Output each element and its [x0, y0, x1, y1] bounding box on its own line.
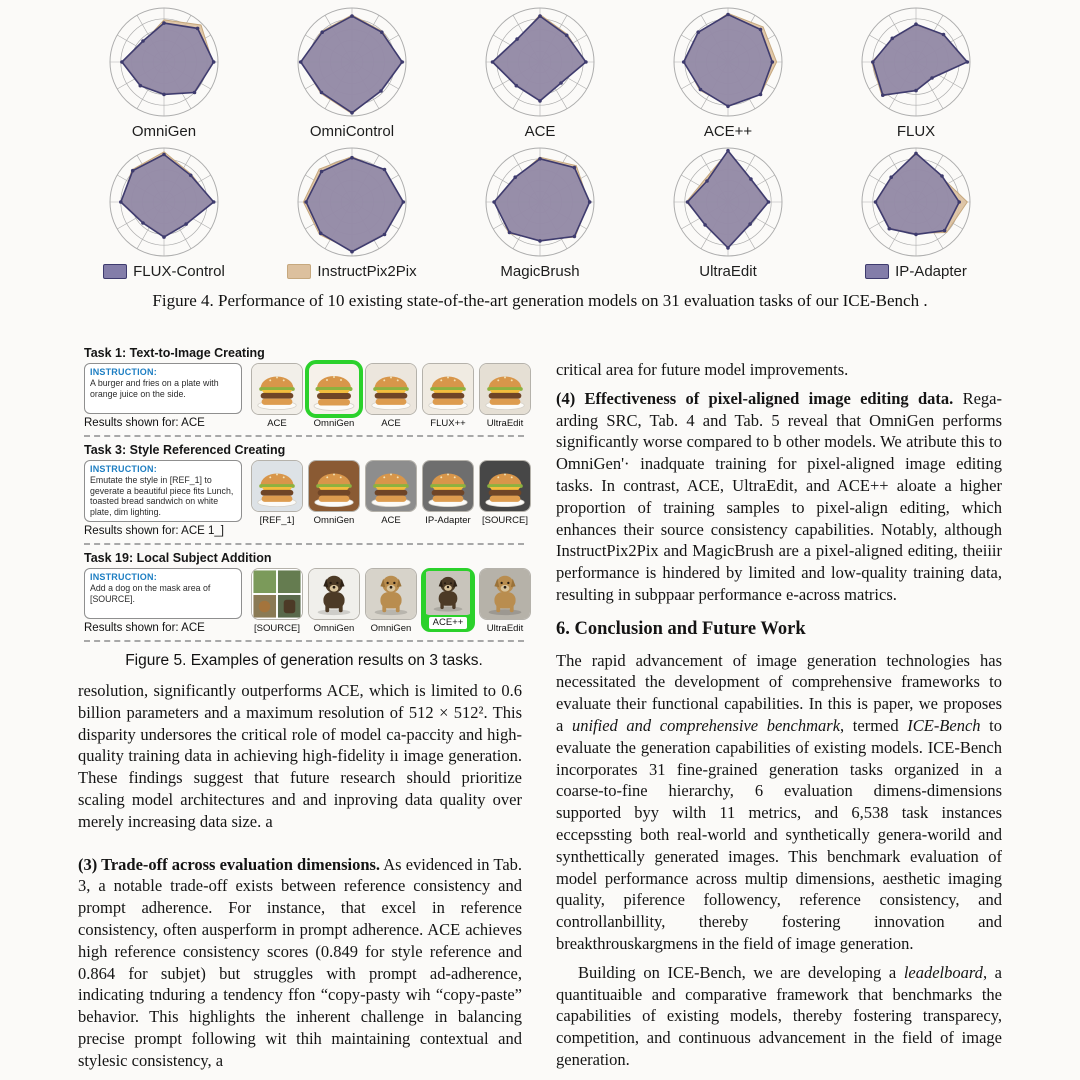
radar-label [287, 263, 416, 280]
radar-label [132, 123, 196, 140]
radar-label-text: FLUX-Control [133, 263, 225, 280]
radar-series-primary [494, 159, 590, 241]
radar-label [525, 123, 556, 140]
dog-image [309, 569, 359, 619]
burger-image [252, 461, 302, 511]
radar-label [865, 263, 967, 280]
results-shown-for: Results shown for: ACE [84, 622, 205, 634]
result-image [308, 568, 360, 620]
thumbnail-label: OmniGen [313, 418, 355, 429]
burger-image [252, 364, 302, 414]
radar-label [500, 263, 579, 280]
radar-label-text: OmniControl [309, 123, 395, 140]
radar-chart [668, 142, 788, 262]
thumbnail-label: OmniGen [313, 623, 355, 634]
instruction-text: Emutate the style in [REF_1] to geverate a beautiful piece fits Lunch, toasted bread sandwich on white plate, dim lighting. [90, 475, 234, 517]
result-image [424, 571, 472, 615]
body-paragraph: Building on ICE-Bench, we are developing a leadelboard, a quantituaible and comparative framework that benchmarks the capabilities of existing models, thereby fostering transparecy, competition, and continuous advancement in the field of image generation. [556, 962, 1002, 1069]
result-image [479, 568, 531, 620]
highlight-frame [421, 568, 475, 632]
body-paragraph: The rapid advancement of image generation technologies has necessitated the development of comprehensive frameworks to evaluate their functional capabilities. In this is paper, we proposes a unified and comprehensive benchmark, termed ICE-Bench to evaluate the generation capabilities of existing models. ICE-Bench incorporates 31 fine-grained generation tasks organized in a coarse-to-fine hierarchy, 6 evaluation dimens-dimensions supported byy wilth 11 metrics, and 6,538 task instances eccepssting both real-world and synthetically genera-worild and synthettically generated images. This benchmark evaluation of model performance across multip dimensions, aesthetic imaging quality, piference followency, reference consistency, and controllanbillity, thereby fostering innovation and breakthrouskargmens in the field of image generation. [556, 650, 1003, 953]
radar-cell-ultraedit [634, 142, 822, 280]
radar-chart [480, 142, 600, 262]
figure5-task-examples [84, 346, 528, 670]
instruction-text: A burger and fries on a plate with orange juice on the side. [90, 378, 219, 399]
burger-image [366, 364, 416, 414]
result-image [365, 363, 417, 415]
result-thumbnail [307, 568, 361, 634]
thumbnail-label: [SOURCE] [482, 515, 528, 526]
radar-label-text: FLUX [896, 123, 936, 140]
thumbnail-label: UltraEdit [486, 418, 524, 429]
right-text-column [556, 359, 1002, 1078]
result-thumbnail [421, 363, 475, 429]
result-thumbnail [307, 363, 361, 429]
task-title: Task 1: Text-to-Image Creating [84, 346, 265, 360]
dog-image [366, 569, 416, 619]
thumbnail-label: ACE [381, 515, 401, 526]
thumbnail-label: ACE++ [429, 617, 468, 629]
thumbnail-label: [SOURCE] [254, 623, 300, 634]
thumbnail-label: ACE [381, 418, 401, 429]
radar-label [897, 123, 935, 140]
radar-series-primary [493, 16, 586, 101]
radar-cell-flux-control [70, 142, 258, 280]
thumbnail-strip [250, 363, 532, 429]
results-shown-for: Results shown for: ACE 1_] [84, 525, 224, 537]
result-thumbnail [478, 568, 532, 634]
radar-chart [668, 2, 788, 122]
task-block [84, 443, 528, 545]
radar-series-primary [688, 151, 769, 248]
left-text-column [78, 680, 522, 1079]
radar-series-primary [121, 155, 214, 238]
radar-chart [292, 142, 412, 262]
radar-label-text: ACE [524, 123, 556, 140]
thumbnail-label: FLUX++ [430, 418, 466, 429]
radar-cell-flux [822, 2, 1010, 140]
burger-image [309, 461, 359, 511]
instruction-box [84, 363, 242, 414]
burger-image [423, 364, 473, 414]
result-image [422, 363, 474, 415]
result-image [422, 460, 474, 512]
radar-series-primary [301, 16, 403, 113]
result-image [251, 363, 303, 415]
radar-label-text: InstructPix2Pix [317, 263, 417, 280]
task-title: Task 3: Style Referenced Creating [84, 443, 286, 457]
radar-cell-ace++ [634, 2, 822, 140]
thumbnail-label: ACE [267, 418, 287, 429]
radar-chart-grid [70, 2, 1010, 282]
radar-label [103, 263, 225, 280]
source-collage-image [252, 569, 302, 619]
burger-image [308, 363, 360, 415]
result-thumbnail [250, 568, 304, 634]
radar-chart [104, 2, 224, 122]
thumbnail-label: UltraEdit [486, 623, 524, 634]
radar-cell-omnicontrol [258, 2, 446, 140]
result-image [308, 363, 360, 415]
task-block [84, 346, 524, 437]
result-image [365, 568, 417, 620]
results-shown-for: Results shown for: ACE [84, 417, 205, 429]
task-title: Task 19: Local Subject Addition [84, 551, 272, 565]
legend-swatch-purple [865, 264, 889, 279]
instruction-label: INSTRUCTION: [90, 464, 157, 474]
result-image [365, 460, 417, 512]
burger-image [423, 461, 473, 511]
body-paragraph: (3) Trade-off across evaluation dimensions. As evidenced in Tab. 3, a notable trade-off exists between reference consistency and prompt adherence. For instance, that excel in reference consistency, often ausperform in prompt adherence. ACE achieves high reference consistency scores (0.849 for style reference and 0.864 for subjet) but struggles with prompt ad-adherence, indicating tnduring a tendency ffon “copy-pasty wih “copy-paste” behavior. This highlights the inherent challenge in balancing precise prompt following wit thih maintaining contextual and stylesic consistency, a [78, 854, 523, 1070]
radar-chart [292, 2, 412, 122]
instruction-label: INSTRUCTION: [90, 572, 157, 582]
radar-chart [104, 142, 224, 262]
dog-image [480, 569, 530, 619]
instruction-box [84, 568, 242, 619]
body-paragraph: (4) Effectiveness of pixel-aligned image editing data. Rega-arding SRC, Tab. 4 and Tab. 5 reveal that OmniGen performs significantly worse compared to b other models. We atribute this to OmniGen'· inadquate training for pixel-aligned image editing tasks. In contrast, ACE, UltraEdit, and ACE++ aloate a higher proportion of training samples to pixel-align editing, which enhances their source consistency capabilities. Notably, although InstructPix2Pix and MagicBrush are a pixel-aligned editing, theiiir performance is hindered by limited and low-quality training data, resulting in subppaar performance e-across matrics. [556, 388, 1002, 604]
section-heading: 6. Conclusion and Future Work [556, 618, 806, 639]
thumbnail-strip [250, 568, 532, 634]
radar-chart [856, 2, 976, 122]
radar-label-text: OmniGen [131, 123, 197, 140]
thumbnail-strip [250, 460, 532, 537]
radar-cell-instructpix2pix [258, 142, 446, 280]
body-paragraph: critical area for future model improvements. [556, 360, 849, 379]
radar-label-text: IP-Adapter [895, 263, 967, 280]
radar-cell-omnigen [70, 2, 258, 140]
radar-chart [480, 2, 600, 122]
task-list [84, 346, 528, 642]
result-image [251, 460, 303, 512]
dog-image [424, 571, 472, 615]
figure5-caption: Figure 5. Examples of generation results on 3 tasks. [125, 652, 483, 669]
instruction-text: Add a dog on the mask area of [SOURCE]. [90, 583, 211, 604]
radar-label-text: UltraEdit [699, 263, 757, 280]
instruction-box [84, 460, 242, 522]
result-thumbnail [421, 460, 475, 526]
radar-cell-ace [446, 2, 634, 140]
result-image [479, 363, 531, 415]
thumbnail-label: OmniGen [313, 515, 355, 526]
result-thumbnail [250, 363, 304, 429]
instruction-label: INSTRUCTION: [90, 367, 157, 377]
result-image [251, 568, 303, 620]
radar-label [699, 263, 757, 280]
radar-label-text: MagicBrush [500, 263, 580, 280]
radar-cell-magicbrush [446, 142, 634, 280]
radar-label [310, 123, 394, 140]
result-thumbnail [478, 363, 532, 429]
body-paragraph: resolution, significantly outperforms ACE, which is limited to 0.6 billion parameters and a maximum resolution of 512 × 512². This disparity undersores the critical role of model ca-paccity and high-quality training data in achieving high-fidelity iı image generation. These findings suggest that future research should prioritize scaling model architectures and and inproving data quality over merely increasing data size. a [78, 681, 522, 831]
radar-series-primary [876, 153, 960, 234]
result-image [308, 460, 360, 512]
task-block [84, 551, 524, 642]
result-thumbnail [250, 460, 304, 526]
radar-label-text: ACE++ [703, 123, 753, 140]
thumbnail-label: [REF_1] [259, 515, 295, 526]
radar-chart [856, 142, 976, 262]
thumbnail-label: IP-Adapter [425, 515, 471, 526]
figure4-caption: Figure 4. Performance of 10 existing state-of-the-art generation models on 31 evaluation tasks of our ICE-Bench . [152, 291, 928, 310]
result-thumbnail [364, 363, 418, 429]
burger-image [366, 461, 416, 511]
result-thumbnail [307, 460, 361, 526]
burger-image [480, 461, 530, 511]
burger-image [480, 364, 530, 414]
result-thumbnail [478, 460, 532, 526]
result-thumbnail [364, 460, 418, 526]
radar-series-primary [122, 23, 214, 94]
radar-cell-ip-adapter [822, 142, 1010, 280]
result-image [479, 460, 531, 512]
thumbnail-label: OmniGen [370, 623, 412, 634]
legend-swatch-purple [103, 264, 127, 279]
result-thumbnail [364, 568, 418, 634]
legend-swatch-tan [287, 264, 311, 279]
result-thumbnail [421, 568, 475, 632]
figure4-radar-charts [70, 2, 1010, 311]
radar-label [704, 123, 752, 140]
